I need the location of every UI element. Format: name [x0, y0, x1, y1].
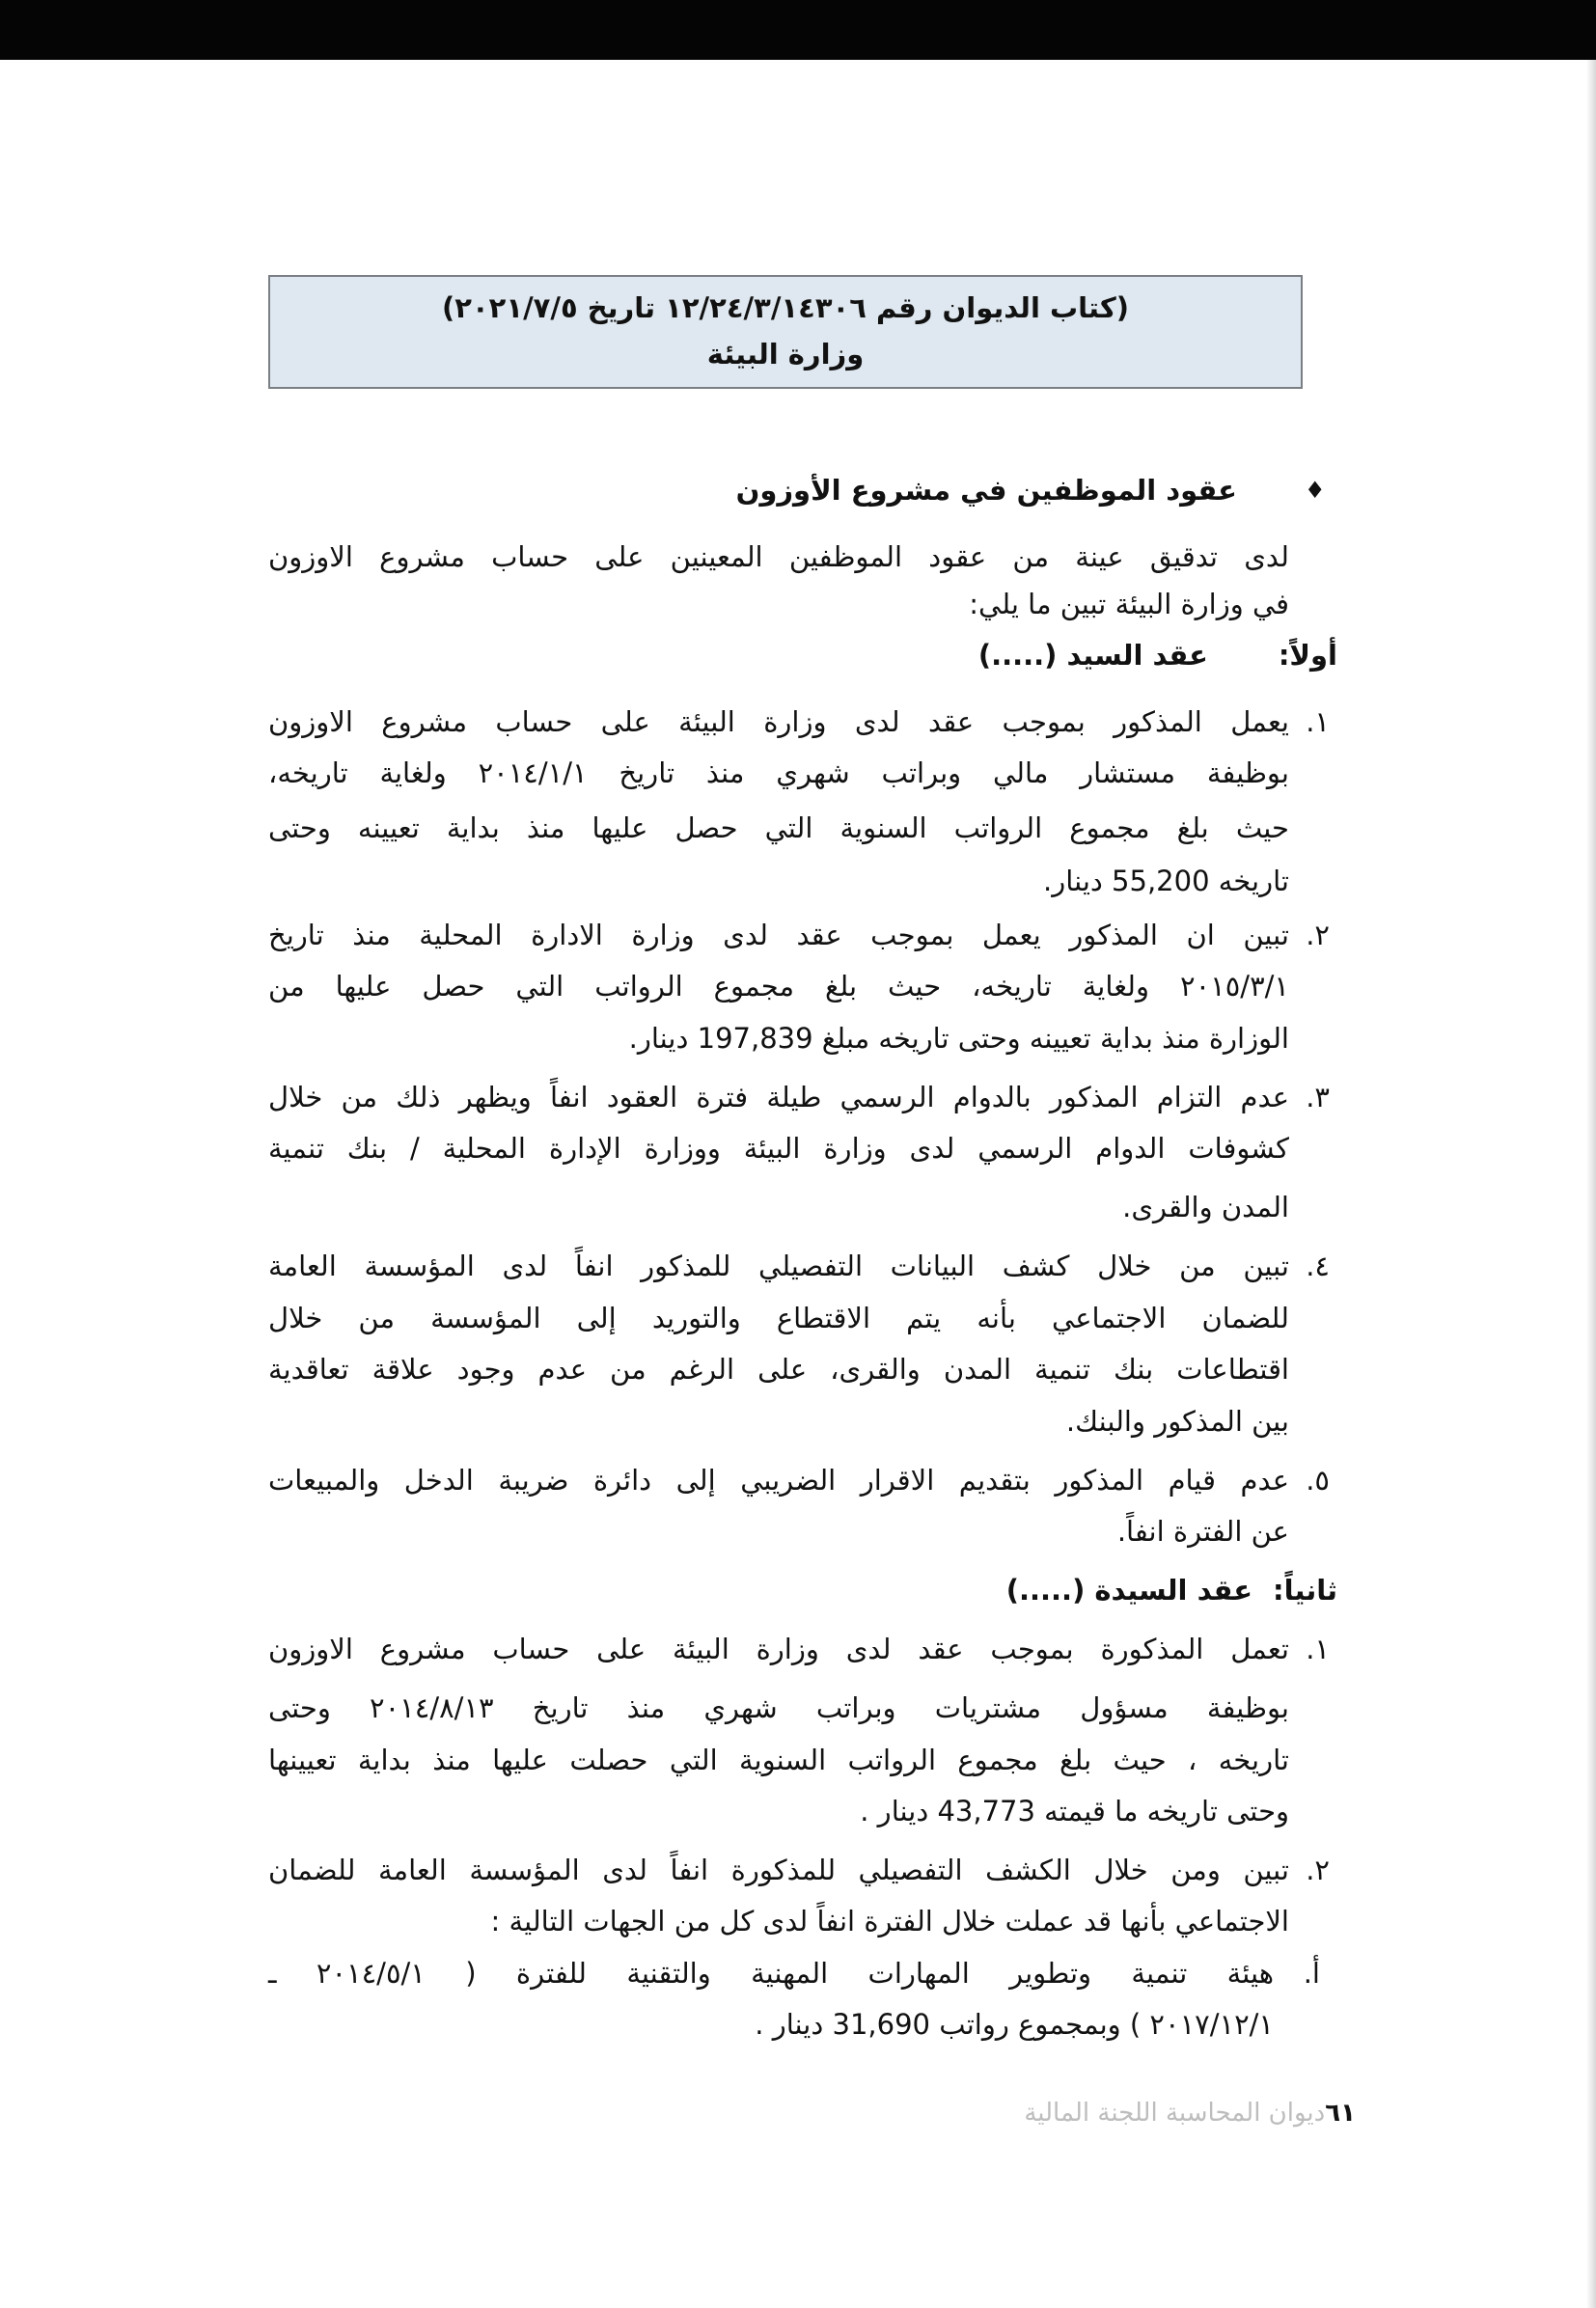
item-line: الوزارة منذ بداية تعيينه وحتى تاريخه مبلغ 197,839 دينار.: [628, 1022, 1289, 1055]
section-title: عقد السيد (.....): [977, 639, 1208, 672]
item-number: ١.: [1306, 1633, 1330, 1665]
ministry-name: وزارة البيئة: [706, 338, 865, 371]
item-number: ٣.: [1306, 1081, 1330, 1113]
item-number: ٢.: [1306, 919, 1330, 951]
item-line: بوظيفة مسؤول مشتريات وبراتب شهري منذ تاريخ ٢٠١٤/٨/١٣ وحتى: [268, 1691, 1289, 1724]
footer-text: ديوان المحاسبة اللجنة المالية: [1024, 2099, 1326, 2128]
item-number: ٥.: [1306, 1464, 1330, 1497]
page-footer: [801, 2099, 1356, 2128]
bullet-icon: ♦: [1305, 477, 1326, 504]
item-number: ٤.: [1306, 1250, 1330, 1282]
section-label: أولاً:: [1278, 639, 1337, 672]
item-line: هيئة تنمية وتطوير المهارات المهنية والتقنية للفترة ( ٢٠١٤/٥/١ ـ: [268, 1957, 1274, 1990]
item-number: ٢.: [1306, 1854, 1330, 1886]
intro-line: لدى تدقيق عينة من عقود الموظفين المعينين على حساب مشروع الاوزون: [268, 540, 1289, 573]
item-line: تاريخه ، حيث بلغ مجموع الرواتب السنوية التي حصلت عليها منذ بداية تعيينها: [268, 1744, 1289, 1776]
item-line: اقتطاعات بنك تنمية المدن والقرى، على الرغم من عدم وجود علاقة تعاقدية: [268, 1353, 1289, 1386]
item-line: عدم قيام المذكور بتقديم الاقرار الضريبي إلى دائرة ضريبة الدخل والمبيعات: [268, 1464, 1289, 1497]
item-line: ٢٠١٥/٣/١ ولغاية تاريخه، حيث بلغ مجموع الرواتب التي حصل عليها من: [268, 970, 1289, 1003]
item-line: بوظيفة مستشار مالي وبراتب شهري منذ تاريخ ٢٠١٤/١/١ ولغاية تاريخه،: [268, 756, 1289, 789]
section-label: ثانياً:: [1273, 1574, 1337, 1607]
item-line: بين المذكور والبنك.: [1065, 1405, 1289, 1438]
item-line: الاجتماعي بأنها قد عملت خلال الفترة انفاً لدى كل من الجهات التالية :: [490, 1905, 1289, 1937]
item-line: عدم التزام المذكور بالدوام الرسمي طيلة فترة العقود انفاً ويظهر ذلك من خلال: [268, 1081, 1289, 1113]
item-line: يعمل المذكور بموجب عقد لدى وزارة البيئة على حساب مشروع الاوزون: [268, 705, 1289, 738]
intro-line: في وزارة البيئة تبين ما يلي:: [969, 588, 1289, 620]
scan-right-edge: [1586, 60, 1596, 2308]
item-line: للضمان الاجتماعي بأنه يتم الاقتطاع والتوريد إلى المؤسسة من خلال: [268, 1302, 1289, 1334]
section-heading: عقود الموظفين في مشروع الأوزون: [735, 474, 1237, 507]
item-line: وحتى تاريخه ما قيمته 43,773 دينار .: [860, 1795, 1289, 1827]
scan-top-border: [0, 0, 1596, 60]
item-number: أ.: [1303, 1957, 1320, 1990]
item-line: تعمل المذكورة بموجب عقد لدى وزارة البيئة على حساب مشروع الاوزون: [268, 1633, 1289, 1665]
item-line: تاريخه 55,200 دينار.: [1043, 865, 1289, 897]
item-line: عن الفترة انفاً.: [1116, 1515, 1289, 1548]
page-number: ٦١: [1325, 2099, 1356, 2128]
section-title: عقد السيدة (.....): [1005, 1574, 1252, 1607]
item-line: تبين ومن خلال الكشف التفصيلي للمذكورة انفاً لدى المؤسسة العامة للضمان: [268, 1854, 1289, 1886]
item-line: تبين ان المذكور يعمل بموجب عقد لدى وزارة الادارة المحلية منذ تاريخ: [268, 919, 1289, 951]
item-line: ٢٠١٧/١٢/١ ) وبمجموع رواتب 31,690 دينار .: [755, 2008, 1274, 2041]
letter-reference-box: [268, 275, 1303, 389]
item-line: كشوفات الدوام الرسمي لدى وزارة البيئة ووزارة الإدارة المحلية / بنك تنمية: [268, 1132, 1289, 1165]
item-number: ١.: [1306, 705, 1330, 738]
item-line: المدن والقرى.: [1122, 1191, 1289, 1223]
item-line: حيث بلغ مجموع الرواتب السنوية التي حصل عليها منذ بداية تعيينه وحتى: [268, 811, 1289, 844]
letter-reference: (كتاب الديوان رقم ١٢/٢٤/٣/١٤٣٠٦ تاريخ ٢٠٢١/٧/٥): [442, 291, 1129, 324]
item-line: تبين من خلال كشف البيانات التفصيلي للمذكور انفاً لدى المؤسسة العامة: [268, 1250, 1289, 1282]
